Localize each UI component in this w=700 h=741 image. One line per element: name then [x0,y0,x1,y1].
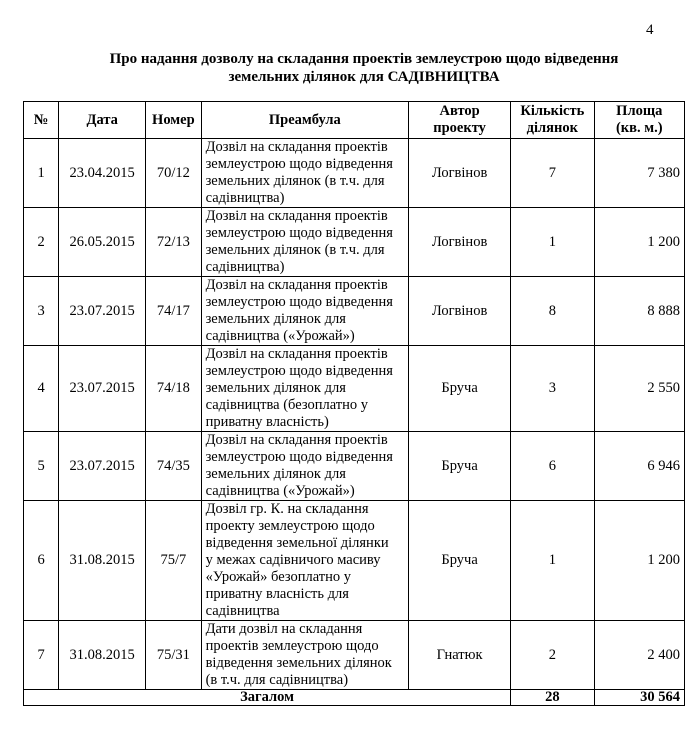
header-area-line-1: Площа [616,103,663,119]
cell-count: 6 [511,432,594,501]
header-count-line-1: Кількість [520,103,585,119]
title-line-1: Про надання дозволу на складання проектів землеустрою щодо відведення [109,51,619,67]
total-area: 30 564 [594,690,685,706]
cell-date: 31.08.2015 [59,501,146,621]
table-header-row [24,102,685,139]
cell-author: Бруча [409,346,511,432]
table-row [24,139,685,208]
preamble-line: (в т.ч. для садівництва) [205,672,349,688]
preamble-line: землеустрою щодо відведення [205,156,393,172]
cell-area: 7 380 [594,139,685,208]
preamble-line: приватну власність) [205,414,329,430]
header-date: Дата [59,102,146,139]
table-row [24,501,685,621]
cell-count: 1 [511,501,594,621]
cell-area: 6 946 [594,432,685,501]
cell-number: 74/18 [146,346,201,432]
cell-preamble [201,501,408,621]
cell-area: 2 400 [594,621,685,690]
header-area-line-2: (кв. м.) [615,120,663,136]
cell-num: 1 [24,139,59,208]
preamble-line: садівництва) [205,259,285,275]
preamble-line: земельних ділянок для [205,380,346,396]
title-line-2: земельних ділянок для САДІВНИЦТВА [228,69,500,85]
preamble-line: Дозвіл на складання проектів [205,208,388,224]
preamble-line: земельних ділянок для [205,311,346,327]
cell-number: 74/35 [146,432,201,501]
cell-area: 1 200 [594,208,685,277]
table-row [24,277,685,346]
total-count: 28 [511,690,594,706]
cell-area: 2 550 [594,346,685,432]
cell-preamble [201,139,408,208]
cell-num: 3 [24,277,59,346]
preamble-line: земельних ділянок для [205,466,346,482]
cell-date: 26.05.2015 [59,208,146,277]
cell-count: 1 [511,208,594,277]
cell-date: 23.07.2015 [59,277,146,346]
preamble-line: землеустрою щодо відведення [205,225,393,241]
cell-date: 23.07.2015 [59,432,146,501]
header-num: № [24,102,59,139]
preamble-line: Дозвіл на складання проектів [205,432,388,448]
table-row [24,621,685,690]
preamble-line: садівництва) [205,190,285,206]
preamble-line: проектів землеустрою щодо [205,638,379,654]
cell-num: 6 [24,501,59,621]
header-author [409,102,511,139]
cell-author: Логвінов [409,277,511,346]
table-row [24,346,685,432]
cell-count: 3 [511,346,594,432]
cell-author: Логвінов [409,208,511,277]
preamble-line: землеустрою щодо відведення [205,294,393,310]
cell-date: 23.07.2015 [59,346,146,432]
page-number: 4 [646,22,654,38]
cell-num: 7 [24,621,59,690]
document-title [0,50,700,86]
cell-author: Гнатюк [409,621,511,690]
cell-count: 2 [511,621,594,690]
preamble-line: садівництва («Урожай») [205,328,355,344]
cell-count: 8 [511,277,594,346]
cell-preamble [201,432,408,501]
cell-author: Бруча [409,501,511,621]
cell-date: 31.08.2015 [59,621,146,690]
preamble-line: садівництва [205,603,280,619]
cell-author: Логвінов [409,139,511,208]
preamble-line: землеустрою щодо відведення [205,449,393,465]
cell-number: 74/17 [146,277,201,346]
total-label: Загалом [24,690,511,706]
cell-author: Бруча [409,432,511,501]
cell-number: 75/31 [146,621,201,690]
preamble-line: садівництва («Урожай») [205,483,355,499]
header-area [594,102,685,139]
table-row [24,432,685,501]
cell-date: 23.04.2015 [59,139,146,208]
preamble-line: земельних ділянок (в т.ч. для [205,242,385,258]
preamble-line: земельних ділянок (в т.ч. для [205,173,385,189]
cell-num: 4 [24,346,59,432]
cell-preamble [201,621,408,690]
preamble-line: у межах садівничого масиву [205,552,381,568]
preamble-line: Дозвіл на складання проектів [205,277,388,293]
cell-preamble [201,208,408,277]
preamble-line: садівництва (безоплатно у [205,397,369,413]
cell-number: 70/12 [146,139,201,208]
cell-preamble [201,346,408,432]
preamble-line: Дозвіл на складання проектів [205,139,388,155]
cell-count: 7 [511,139,594,208]
preamble-line: проекту землеустрою щодо [205,518,375,534]
preamble-line: відведення земельних ділянок [205,655,392,671]
cell-number: 72/13 [146,208,201,277]
preamble-line: Дозвіл гр. К. на складання [205,501,369,517]
cell-area: 1 200 [594,501,685,621]
preamble-line: Дозвіл на складання проектів [205,346,388,362]
preamble-line: Дати дозвіл на складання [205,621,363,637]
header-author-line-1: Автор [439,103,480,119]
cell-area: 8 888 [594,277,685,346]
header-preamble: Преамбула [201,102,408,139]
header-count [511,102,594,139]
preamble-line: відведення земельної ділянки [205,535,389,551]
header-number: Номер [146,102,201,139]
cell-num: 2 [24,208,59,277]
preamble-line: приватну власність для [205,586,349,602]
header-count-line-2: ділянок [526,120,578,136]
table-row [24,208,685,277]
header-author-line-2: проекту [433,120,486,136]
cell-number: 75/7 [146,501,201,621]
resolutions-table [23,101,685,706]
total-row [24,690,685,706]
table-body [24,139,685,706]
preamble-line: «Урожай» безоплатно у [205,569,352,585]
preamble-line: землеустрою щодо відведення [205,363,393,379]
cell-preamble [201,277,408,346]
cell-num: 5 [24,432,59,501]
